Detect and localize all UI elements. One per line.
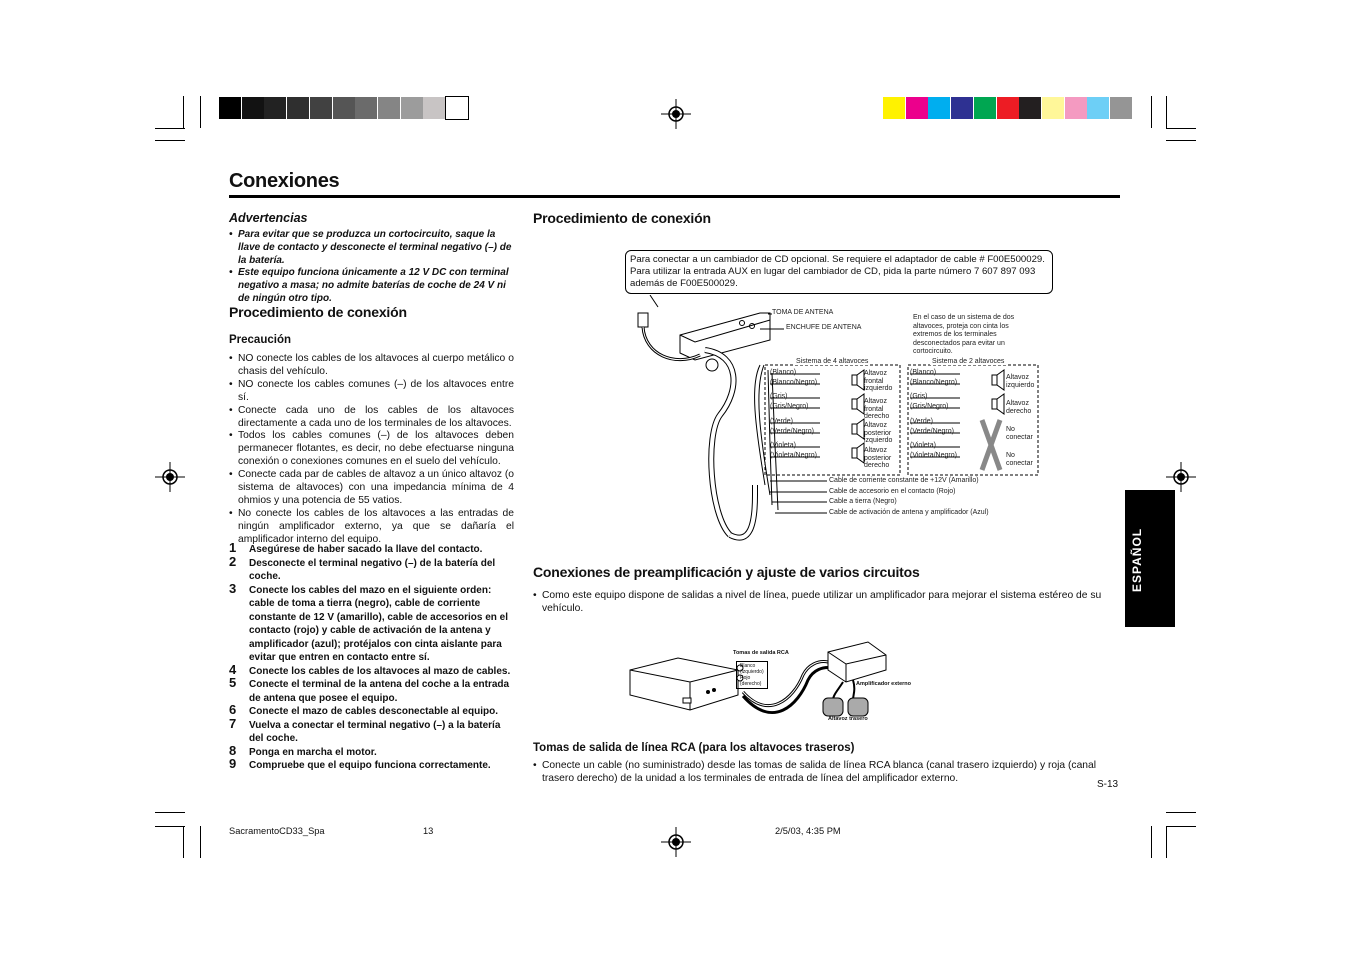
precaution-item: • NO conecte los cables comunes (–) de los altavoces entre sí.: [229, 379, 514, 405]
wire-label: (Gris/Negro): [910, 403, 949, 410]
color-swatch: [1042, 97, 1064, 119]
warning-item: • Para evitar que se produzca un cortocircuito, saque la llave de contacto y desconecte el terminal negativo (–) de la batería.: [229, 229, 514, 267]
wire-label: (Verde): [770, 418, 793, 425]
wire-label: (Violeta/Negro): [910, 452, 957, 459]
speaker-label: No conectar: [1006, 426, 1033, 441]
step-item: 8 Ponga en marcha el motor.: [229, 742, 377, 758]
color-swatch: [446, 97, 468, 119]
warnings-heading: Advertencias: [229, 211, 308, 225]
wire-label: (Verde): [910, 418, 933, 425]
wire-label: (Violeta/Negro): [770, 452, 817, 459]
step-item: 5 Conecte el terminal de la antena del coche a la entrada de antena que posee el equipo.: [229, 675, 510, 704]
color-swatch: [906, 97, 928, 119]
color-swatch: [242, 97, 264, 119]
wire-label: (Blanco/Negro): [910, 379, 958, 386]
wire-label: (Verde/Negro): [910, 428, 954, 435]
preamp-heading: Conexiones de preamplificación y ajuste de varios circuitos: [533, 564, 920, 580]
note-line: además de F00E500029.: [630, 278, 738, 289]
power-wire-label: Cable de activación de antena y amplificador (Azul): [829, 509, 989, 516]
precaution-item: • NO conecte los cables de los altavoces al cuerpo metálico o chasis del vehículo.: [229, 353, 514, 379]
wire-label: (Blanco): [770, 369, 797, 376]
antenna-socket-label: TOMA DE ANTENA: [772, 309, 834, 316]
page-title: Conexiones: [229, 170, 340, 192]
amp-label: Amplificador externo: [856, 681, 912, 687]
wire-label: (Gris): [910, 393, 928, 400]
registration-mark-bottom: [661, 827, 691, 857]
precaution-heading: Precaución: [229, 334, 291, 346]
power-wire-label: Cable de accesorio en el contacto (Rojo): [829, 488, 956, 495]
wire-label: (Gris/Negro): [770, 403, 809, 410]
antenna-plug-label: ENCHUFE DE ANTENA: [786, 324, 862, 331]
power-wire-label: Cable a tierra (Negro): [829, 498, 897, 505]
preamp-text-list: [533, 590, 1121, 616]
language-tab-label: ESPAÑOL: [1130, 527, 1144, 593]
rca-outputs-label: Tomas de salida RCA: [733, 650, 789, 656]
right-section-heading: Procedimiento de conexión: [533, 210, 711, 226]
steps-list: [229, 540, 515, 773]
color-swatch: [928, 97, 950, 119]
color-swatch: [219, 97, 241, 119]
warning-item: • Este equipo funciona únicamente a 12 V DC con terminal negativo a masa; no admite baterías de coche de 24 V ni de ningún otro tipo.: [229, 267, 514, 305]
step-item: 2 Desconecte el terminal negativo (–) de la batería del coche.: [229, 553, 496, 582]
precaution-list: [229, 353, 514, 547]
warnings-list: [229, 229, 514, 306]
two-speaker-note: En el caso de un sistema de dos altavoces, proteja con cinta los extremos de los terminales desconectados para evitar un cortocircuito.: [913, 314, 1015, 355]
speaker-label: Altavoz izquierdo: [1006, 374, 1035, 389]
registration-mark-left: [155, 462, 185, 492]
color-swatch: [401, 97, 423, 119]
step-item: 4 Conecte los cables de los altavoces al mazo de cables.: [229, 661, 511, 677]
color-swatch: [355, 97, 377, 119]
two-speaker-title: Sistema de 2 altavoces: [932, 358, 1005, 365]
color-swatch: [310, 97, 332, 119]
preamp-text: • Como este equipo dispone de salidas a nivel de línea, puede utilizar un amplificador para mejorar el sistema estéreo de su vehículo.: [533, 590, 1121, 616]
rca-legend: Blanco (izquierdo) Rojo (derecho): [736, 661, 768, 689]
rca-text-list: [533, 760, 1121, 786]
color-swatch: [1110, 97, 1132, 119]
left-section-heading: Procedimiento de conexión: [229, 304, 407, 320]
footer-file: SacramentoCD33_Spa: [229, 826, 325, 836]
title-rule: [229, 195, 1120, 198]
precaution-item: • Conecte cada uno de los cables de los altavoces directamente a cada uno de los terminales de los altavoces.: [229, 405, 514, 431]
note-line: Para conectar a un cambiador de CD opcional. Se requiere el adaptador de cable # F00E500029.: [630, 254, 1045, 265]
step-item: 3 Conecte los cables del mazo en el siguiente orden: cable de toma a tierra (negro), cable de corriente constante de 12 V (amarillo), cable de accesorios en el contacto (rojo) y cable de activación de la antena y amplificador (azul); protéjalos con cinta aislante para evitar que entren en contacto entre sí.: [229, 580, 508, 663]
step-item: 1 Asegúrese de haber sacado la llave del contacto.: [229, 540, 483, 555]
color-swatch: [264, 97, 286, 119]
color-swatch: [287, 97, 309, 119]
wire-label: (Verde/Negro): [770, 428, 814, 435]
color-swatch: [423, 97, 445, 119]
step-item: 6 Conecte el mazo de cables desconectable al equipo.: [229, 702, 498, 717]
wire-label: (Blanco): [910, 369, 937, 376]
four-speaker-title: Sistema de 4 altavoces: [796, 358, 869, 365]
color-swatch: [951, 97, 973, 119]
color-swatch: [378, 97, 400, 119]
color-swatch: [1065, 97, 1087, 119]
precaution-item: • Conecte cada par de cables de altavoz a un único altavoz (o sistema de altavoces) con una impedancia mínima de 4 ohmios y una potencia de 55 vatios.: [229, 469, 514, 508]
color-swatch: [883, 97, 905, 119]
step-item: 9 Compruebe que el equipo funciona correctamente.: [229, 756, 491, 771]
speaker-label: Altavoz posterior derecho: [864, 447, 892, 469]
step-item: 7 Vuelva a conectar el terminal negativo (–) a la batería del coche.: [229, 715, 501, 744]
speaker-label: Altavoz posterior izquierdo: [864, 422, 893, 444]
speaker-label: Altavoz derecho: [1006, 400, 1032, 415]
speaker-label: Altavoz frontal derecho: [864, 398, 890, 420]
precaution-item: • No conecte los cables de los altavoces a las entradas de ningún amplificador externo, ya que se dañaría el amplificador interno del equipo.: [229, 508, 514, 547]
color-swatch: [1087, 97, 1109, 119]
wire-label: (Gris): [770, 393, 788, 400]
speaker-label: No conectar: [1006, 452, 1033, 467]
registration-mark-right: [1166, 462, 1196, 492]
color-swatch: [333, 97, 355, 119]
rear-speaker-label: Altavoz trasero: [828, 716, 868, 722]
footer-date: 2/5/03, 4:35 PM: [775, 826, 841, 836]
wire-label: (Blanco/Negro): [770, 379, 818, 386]
registration-mark-top: [661, 99, 691, 129]
wire-label: (Violeta): [910, 442, 936, 449]
page-number: S-13: [1097, 779, 1119, 790]
color-swatch: [1019, 97, 1041, 119]
speaker-label: Altavoz frontal izquierdo: [864, 370, 893, 392]
rca-heading: Tomas de salida de línea RCA (para los altavoces traseros): [533, 742, 855, 754]
note-line: Para utilizar la entrada AUX en lugar del cambiador de CD, pida la parte número 7 607 897 093: [630, 266, 1036, 277]
precaution-item: • Todos los cables comunes (–) de los altavoces deben permanecer flotantes, es decir, no debe efectuarse ninguna conexión o conexiones comunes en el suelo del vehículo.: [229, 430, 514, 469]
color-swatch: [974, 97, 996, 119]
rca-text: • Conecte un cable (no suministrado) desde las tomas de salida de línea RCA blanca (canal trasero izquierdo) y roja (canal trasero derecho) de la unidad a los terminales de entrada de línea del amplificador externo.: [533, 760, 1121, 786]
power-wire-label: Cable de corriente constante de +12V (Amarillo): [829, 477, 979, 484]
color-swatch: [997, 97, 1019, 119]
footer-page: 13: [423, 826, 434, 836]
wire-label: (Violeta): [770, 442, 796, 449]
cd-changer-note: [625, 250, 1053, 294]
